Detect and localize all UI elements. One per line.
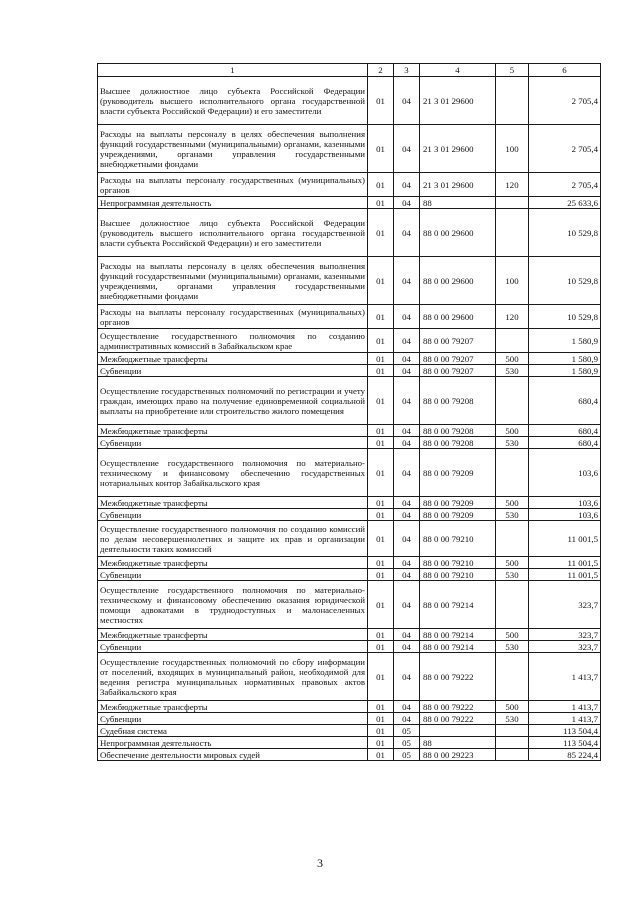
row-target-code-cell (420, 725, 496, 737)
row-section-cell: 01 (368, 581, 394, 629)
table-row (98, 749, 601, 761)
row-expense-type-cell: 100 (496, 125, 529, 173)
table-row (98, 653, 601, 701)
row-amount-cell: 680,4 (529, 425, 601, 437)
row-expense-type-cell: 500 (496, 629, 529, 641)
row-amount-cell: 11 001,5 (529, 569, 601, 581)
row-target-code-cell: 88 0 00 29600 (420, 209, 496, 257)
table-row (98, 449, 601, 497)
table-row (98, 125, 601, 173)
row-expense-type-cell: 500 (496, 497, 529, 509)
table-row (98, 305, 601, 329)
row-expense-type-cell (496, 521, 529, 557)
row-amount-cell: 103,6 (529, 497, 601, 509)
row-section-cell: 01 (368, 641, 394, 653)
row-target-code-cell: 88 0 00 79207 (420, 365, 496, 377)
row-section-cell: 01 (368, 197, 394, 209)
row-name-cell: Непрограммная деятельность (98, 197, 368, 209)
row-name-cell: Расходы на выплаты персоналу в целях обеспечения выполнения функций государственными (муниципальными) органами, казенными учреждениями, органами управления государственными внебюджетными фондами (98, 257, 368, 305)
row-amount-cell: 1 580,9 (529, 353, 601, 365)
row-amount-cell: 11 001,5 (529, 557, 601, 569)
row-amount-cell: 113 504,4 (529, 725, 601, 737)
table-row (98, 173, 601, 197)
table-row (98, 497, 601, 509)
row-subsection-cell: 04 (394, 365, 420, 377)
row-target-code-cell: 88 0 00 79222 (420, 701, 496, 713)
row-name-cell: Осуществление государственных полномочий по сбору информации от поселений, входящих в муниципальный район, необходимой для ведения регистра муниципальных нормативных правовых актов Забайкальского края (98, 653, 368, 701)
row-amount-cell: 323,7 (529, 629, 601, 641)
row-target-code-cell: 88 0 00 79207 (420, 353, 496, 365)
row-target-code-cell: 88 0 00 29600 (420, 257, 496, 305)
row-name-cell: Непрограммная деятельность (98, 737, 368, 749)
row-name-cell: Межбюджетные трансферты (98, 557, 368, 569)
row-amount-cell: 10 529,8 (529, 209, 601, 257)
table-row (98, 629, 601, 641)
row-amount-cell: 11 001,5 (529, 521, 601, 557)
row-section-cell: 01 (368, 377, 394, 425)
row-expense-type-cell (496, 209, 529, 257)
header-cell-name: 1 (98, 64, 368, 77)
row-subsection-cell: 05 (394, 725, 420, 737)
row-name-cell: Расходы на выплаты персоналу государственных (муниципальных) органов (98, 173, 368, 197)
table-row (98, 581, 601, 629)
row-subsection-cell: 04 (394, 449, 420, 497)
row-target-code-cell: 88 0 00 79209 (420, 497, 496, 509)
row-subsection-cell: 04 (394, 653, 420, 701)
row-name-cell: Субвенции (98, 713, 368, 725)
row-name-cell: Обеспечение деятельности мировых судей (98, 749, 368, 761)
row-target-code-cell: 88 0 00 79222 (420, 713, 496, 725)
row-amount-cell: 2 705,4 (529, 125, 601, 173)
row-target-code-cell: 88 0 00 79214 (420, 581, 496, 629)
row-target-code-cell: 88 0 00 79210 (420, 569, 496, 581)
table-row (98, 713, 601, 725)
row-target-code-cell: 88 0 00 29223 (420, 749, 496, 761)
header-cell-amount: 6 (529, 64, 601, 77)
row-subsection-cell: 04 (394, 305, 420, 329)
row-expense-type-cell: 500 (496, 557, 529, 569)
row-expense-type-cell: 500 (496, 353, 529, 365)
header-cell-subsection: 3 (394, 64, 420, 77)
row-section-cell: 01 (368, 509, 394, 521)
row-name-cell: Осуществление государственного полномочия по материально-техническому и финансовому обеспечению оказания юридической помощи адвокатами в труднодоступных и малонаселенных местностях (98, 581, 368, 629)
row-subsection-cell: 04 (394, 425, 420, 437)
row-subsection-cell: 04 (394, 209, 420, 257)
row-amount-cell: 323,7 (529, 581, 601, 629)
table-row (98, 521, 601, 557)
row-target-code-cell: 88 0 00 79210 (420, 521, 496, 557)
row-target-code-cell: 88 0 00 79209 (420, 509, 496, 521)
row-expense-type-cell: 530 (496, 569, 529, 581)
row-name-cell: Осуществление государственного полномочия по созданию комиссий по делам несовершеннолетних и защите их прав и организации деятельности таких комиссий (98, 521, 368, 557)
row-section-cell: 01 (368, 209, 394, 257)
row-subsection-cell: 04 (394, 521, 420, 557)
row-subsection-cell: 04 (394, 641, 420, 653)
table-row (98, 569, 601, 581)
row-name-cell: Межбюджетные трансферты (98, 425, 368, 437)
row-target-code-cell: 21 3 01 29600 (420, 77, 496, 125)
header-cell-expense-type: 5 (496, 64, 529, 77)
table-row (98, 257, 601, 305)
row-target-code-cell: 88 0 00 79207 (420, 329, 496, 353)
row-expense-type-cell (496, 581, 529, 629)
table-row (98, 209, 601, 257)
row-target-code-cell: 88 0 00 79222 (420, 653, 496, 701)
row-expense-type-cell (496, 377, 529, 425)
row-name-cell: Межбюджетные трансферты (98, 497, 368, 509)
table-row (98, 377, 601, 425)
row-expense-type-cell: 500 (496, 701, 529, 713)
row-name-cell: Высшее должностное лицо субъекта Российской Федерации (руководитель высшего исполнительного органа государственной власти субъекта Российской Федерации) и его заместители (98, 77, 368, 125)
row-section-cell: 01 (368, 173, 394, 197)
row-name-cell: Субвенции (98, 437, 368, 449)
row-amount-cell: 680,4 (529, 377, 601, 425)
row-expense-type-cell: 100 (496, 257, 529, 305)
row-subsection-cell: 04 (394, 569, 420, 581)
row-section-cell: 01 (368, 725, 394, 737)
table-row (98, 725, 601, 737)
row-section-cell: 01 (368, 713, 394, 725)
header-row (98, 64, 601, 77)
row-subsection-cell: 04 (394, 173, 420, 197)
row-expense-type-cell (496, 653, 529, 701)
row-subsection-cell: 04 (394, 257, 420, 305)
table-row (98, 77, 601, 125)
table-row (98, 509, 601, 521)
row-subsection-cell: 04 (394, 353, 420, 365)
row-section-cell: 01 (368, 497, 394, 509)
row-amount-cell: 113 504,4 (529, 737, 601, 749)
row-target-code-cell: 88 0 00 79210 (420, 557, 496, 569)
row-section-cell: 01 (368, 125, 394, 173)
row-amount-cell: 2 705,4 (529, 173, 601, 197)
row-section-cell: 01 (368, 305, 394, 329)
row-target-code-cell: 88 0 00 79209 (420, 449, 496, 497)
row-subsection-cell: 04 (394, 197, 420, 209)
row-name-cell: Субвенции (98, 509, 368, 521)
row-amount-cell: 10 529,8 (529, 257, 601, 305)
row-target-code-cell: 88 0 00 79214 (420, 641, 496, 653)
row-name-cell: Осуществление государственного полномочия по созданию административных комиссий в Забайкальском крае (98, 329, 368, 353)
row-expense-type-cell: 530 (496, 365, 529, 377)
row-name-cell: Осуществление государственного полномочия по материально-техническому и финансовому обеспечению государственных нотариальных контор Забайкальского края (98, 449, 368, 497)
row-name-cell: Расходы на выплаты персоналу в целях обеспечения выполнения функций государственными (муниципальными) органами, казенными учреждениями, органами управления государственными внебюджетными фондами (98, 125, 368, 173)
table-row (98, 353, 601, 365)
row-subsection-cell: 04 (394, 581, 420, 629)
row-expense-type-cell (496, 737, 529, 749)
row-section-cell: 01 (368, 353, 394, 365)
row-subsection-cell: 04 (394, 125, 420, 173)
row-expense-type-cell: 530 (496, 509, 529, 521)
row-subsection-cell: 04 (394, 77, 420, 125)
row-section-cell: 01 (368, 425, 394, 437)
row-amount-cell: 103,6 (529, 449, 601, 497)
table-row (98, 197, 601, 209)
row-section-cell: 01 (368, 557, 394, 569)
row-subsection-cell: 04 (394, 713, 420, 725)
row-name-cell: Расходы на выплаты персоналу государственных (муниципальных) органов (98, 305, 368, 329)
row-amount-cell: 103,6 (529, 509, 601, 521)
row-subsection-cell: 04 (394, 377, 420, 425)
row-amount-cell: 1 413,7 (529, 713, 601, 725)
row-target-code-cell: 21 3 01 29600 (420, 125, 496, 173)
row-amount-cell: 25 633,6 (529, 197, 601, 209)
row-expense-type-cell (496, 449, 529, 497)
row-section-cell: 01 (368, 569, 394, 581)
row-section-cell: 01 (368, 437, 394, 449)
row-name-cell: Межбюджетные трансферты (98, 629, 368, 641)
row-expense-type-cell (496, 725, 529, 737)
row-expense-type-cell (496, 77, 529, 125)
row-section-cell: 01 (368, 521, 394, 557)
row-section-cell: 01 (368, 77, 394, 125)
row-subsection-cell: 04 (394, 437, 420, 449)
row-section-cell: 01 (368, 449, 394, 497)
row-subsection-cell: 04 (394, 329, 420, 353)
row-subsection-cell: 04 (394, 557, 420, 569)
row-target-code-cell: 88 0 00 29600 (420, 305, 496, 329)
row-expense-type-cell (496, 197, 529, 209)
row-name-cell: Межбюджетные трансферты (98, 353, 368, 365)
page-number: 3 (317, 856, 323, 870)
row-target-code-cell: 88 0 00 79208 (420, 437, 496, 449)
row-amount-cell: 1 580,9 (529, 329, 601, 353)
row-subsection-cell: 04 (394, 497, 420, 509)
row-section-cell: 01 (368, 749, 394, 761)
table-row (98, 557, 601, 569)
row-section-cell: 01 (368, 737, 394, 749)
row-name-cell: Субвенции (98, 641, 368, 653)
table-row (98, 425, 601, 437)
row-amount-cell: 1 413,7 (529, 701, 601, 713)
row-subsection-cell: 05 (394, 749, 420, 761)
row-expense-type-cell (496, 749, 529, 761)
budget-table (97, 63, 601, 761)
table-row (98, 701, 601, 713)
row-subsection-cell: 04 (394, 629, 420, 641)
row-amount-cell: 323,7 (529, 641, 601, 653)
row-name-cell: Субвенции (98, 569, 368, 581)
table-row (98, 437, 601, 449)
row-amount-cell: 1 413,7 (529, 653, 601, 701)
row-amount-cell: 680,4 (529, 437, 601, 449)
row-section-cell: 01 (368, 653, 394, 701)
row-target-code-cell: 21 3 01 29600 (420, 173, 496, 197)
row-target-code-cell: 88 0 00 79214 (420, 629, 496, 641)
header-cell-target-code: 4 (420, 64, 496, 77)
row-expense-type-cell: 120 (496, 173, 529, 197)
row-target-code-cell: 88 (420, 737, 496, 749)
row-section-cell: 01 (368, 365, 394, 377)
table-row (98, 365, 601, 377)
row-amount-cell: 85 224,4 (529, 749, 601, 761)
table-row (98, 329, 601, 353)
row-target-code-cell: 88 0 00 79208 (420, 377, 496, 425)
row-section-cell: 01 (368, 629, 394, 641)
table-row (98, 641, 601, 653)
table-row (98, 737, 601, 749)
row-expense-type-cell: 500 (496, 425, 529, 437)
row-expense-type-cell: 530 (496, 437, 529, 449)
row-section-cell: 01 (368, 329, 394, 353)
row-amount-cell: 2 705,4 (529, 77, 601, 125)
row-subsection-cell: 05 (394, 737, 420, 749)
row-amount-cell: 1 580,9 (529, 365, 601, 377)
row-name-cell: Субвенции (98, 365, 368, 377)
row-name-cell: Осуществление государственных полномочий по регистрации и учету граждан, имеющих право на получение единовременной социальной выплаты на приобретение или строительство жилого помещения (98, 377, 368, 425)
row-expense-type-cell: 530 (496, 641, 529, 653)
row-section-cell: 01 (368, 701, 394, 713)
row-target-code-cell: 88 0 00 79208 (420, 425, 496, 437)
row-target-code-cell: 88 (420, 197, 496, 209)
row-expense-type-cell: 530 (496, 713, 529, 725)
row-expense-type-cell (496, 329, 529, 353)
row-subsection-cell: 04 (394, 701, 420, 713)
row-name-cell: Высшее должностное лицо субъекта Российской Федерации (руководитель высшего исполнительного органа государственной власти субъекта Российской Федерации) и его заместители (98, 209, 368, 257)
row-section-cell: 01 (368, 257, 394, 305)
row-name-cell: Межбюджетные трансферты (98, 701, 368, 713)
row-amount-cell: 10 529,8 (529, 305, 601, 329)
row-subsection-cell: 04 (394, 509, 420, 521)
row-expense-type-cell: 120 (496, 305, 529, 329)
header-cell-section: 2 (368, 64, 394, 77)
row-name-cell: Судебная система (98, 725, 368, 737)
